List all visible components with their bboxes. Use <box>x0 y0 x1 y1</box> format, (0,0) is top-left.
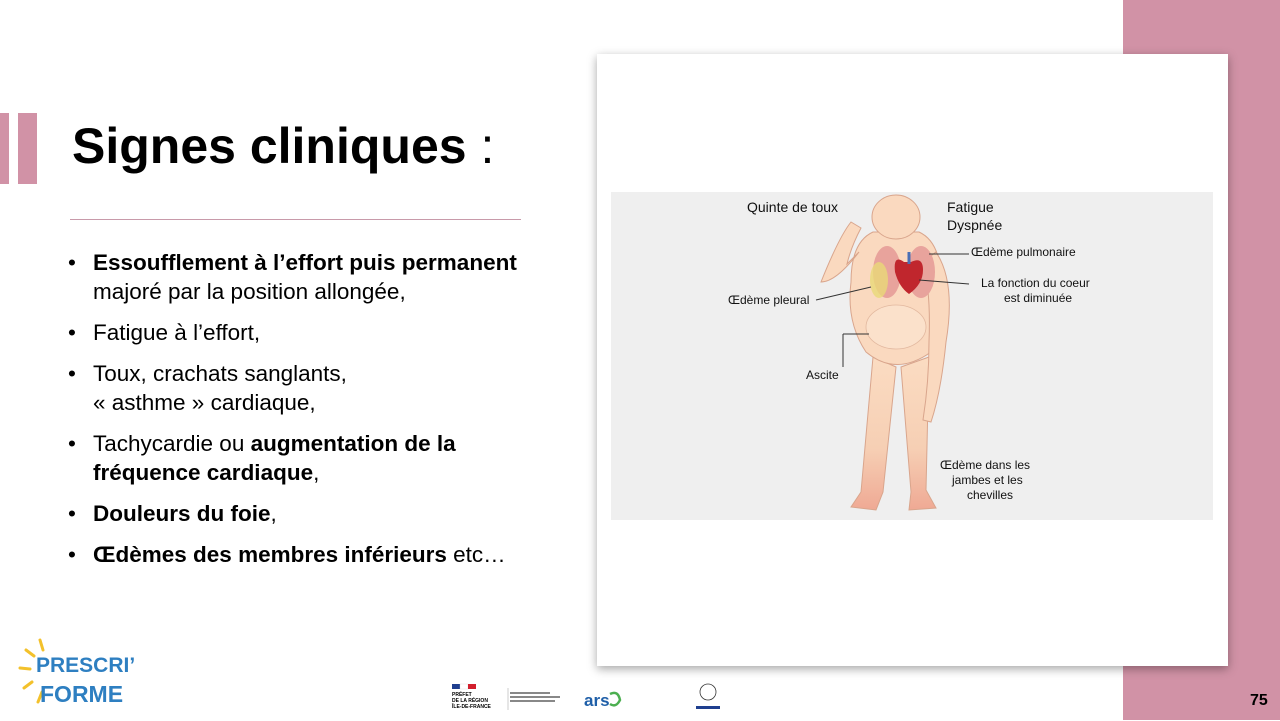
label-fatigue: Fatigue <box>947 199 994 215</box>
bullet-bold: augmentation de la fréquence cardiaque <box>93 431 456 485</box>
list-item: • Tachycardie ou augmentation de la fréquence cardiaque, <box>68 431 456 485</box>
label-pulmonary-edema: Œdème pulmonaire <box>971 245 1076 259</box>
partner-logos <box>450 682 740 716</box>
bullet-text: Fatigue à l’effort, <box>93 320 261 345</box>
body-illustration <box>611 192 1213 520</box>
bullet-text: Tachycardie ou <box>93 431 251 456</box>
bullet-text: majoré par la position allongée, <box>93 279 406 304</box>
label-cough: Quinte de toux <box>747 199 839 215</box>
bullet-text: « asthme » cardiaque, <box>93 390 316 415</box>
bullet-list <box>68 248 518 581</box>
label-ascites: Ascite <box>806 368 839 382</box>
title-main: Signes cliniques <box>72 118 467 174</box>
list-item: • Toux, crachats sanglants, « asthme » cardiaque, <box>68 361 347 415</box>
image-card <box>597 54 1228 666</box>
list-item: • Essoufflement à l’effort puis permanent majoré par la position allongée, <box>68 250 517 304</box>
label-leg-edema: jambes et les <box>952 473 1023 487</box>
label-leg-edema: chevilles <box>967 488 1014 502</box>
svg-text:ars: ars <box>584 691 610 710</box>
anatomy-figure <box>611 192 1213 520</box>
page-number: 75 <box>1250 692 1268 709</box>
bullet-text: , <box>313 460 320 485</box>
label-heart-function: est diminuée <box>1004 291 1073 305</box>
svg-text:ÎLE-DE-FRANCE: ÎLE-DE-FRANCE <box>452 704 491 710</box>
bullet-bold: Essoufflement à l’effort puis permanent <box>93 250 517 275</box>
list-item: • Douleurs du foie, <box>68 501 277 526</box>
list-item: • Œdèmes des membres inférieurs etc… <box>68 542 506 567</box>
bullet-bold: Œdèmes des membres inférieurs <box>93 542 447 567</box>
label-leg-edema: Œdème dans les <box>940 458 1031 472</box>
label-heart-function: La fonction du coeur <box>981 276 1090 290</box>
logo-text: PRESCRI’ <box>36 654 136 677</box>
title-divider <box>70 219 521 220</box>
label-pleural-edema: Œdème pleural <box>728 293 810 307</box>
accent-bar <box>18 113 37 184</box>
bullet-text: etc… <box>446 542 506 567</box>
title-colon: : <box>466 118 495 174</box>
list-item: • Fatigue à l’effort, <box>68 320 261 345</box>
svg-text:PRÉFET: PRÉFET <box>452 692 472 698</box>
label-dyspnea: Dyspnée <box>947 217 1003 233</box>
bullet-bold: Douleurs du foie <box>93 501 271 526</box>
svg-text:DE LA RÉGION: DE LA RÉGION <box>452 698 488 704</box>
slide-title <box>72 113 494 179</box>
accent-bar <box>0 113 9 184</box>
prescriforme-logo <box>18 636 138 714</box>
bullet-text: , <box>270 501 277 526</box>
bullet-text: Toux, crachats sanglants, <box>93 361 347 386</box>
logo-text: FORME <box>40 681 124 707</box>
